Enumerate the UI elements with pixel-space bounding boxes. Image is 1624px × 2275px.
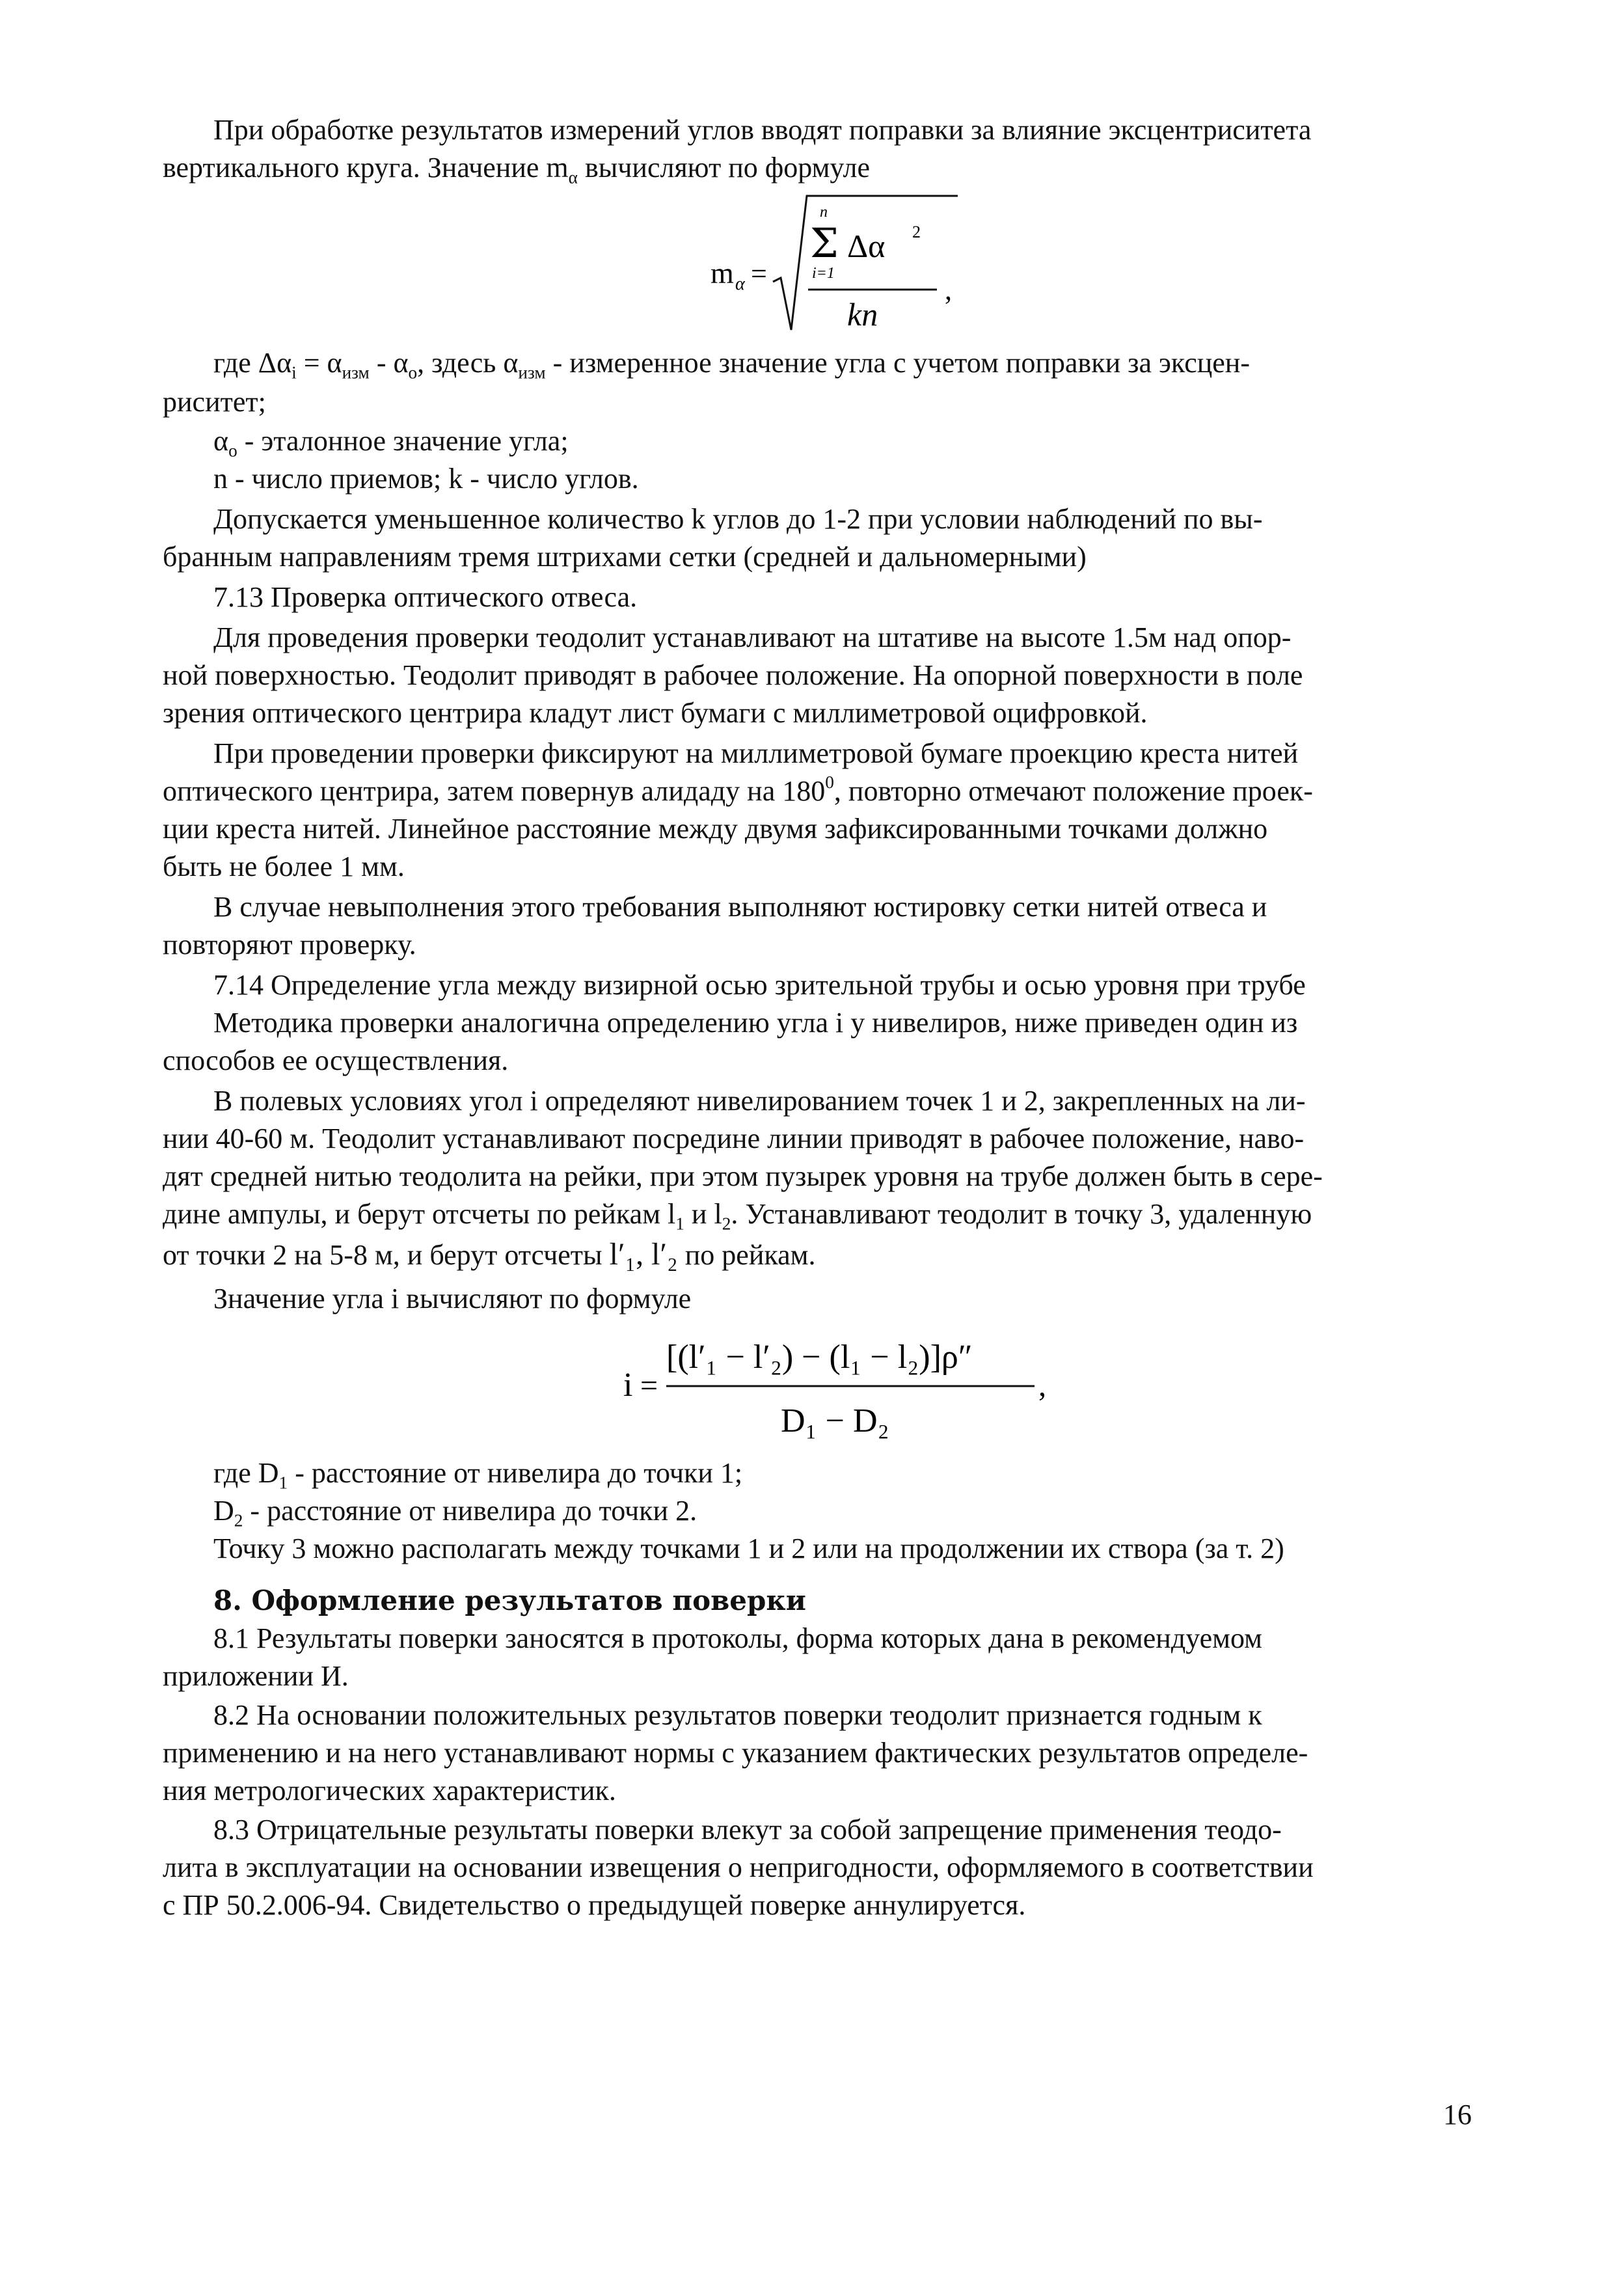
paragraph-line: 8.2 На основании положительных результатов поверки теодолит признается годным к [213,1699,1262,1731]
paragraph-line: При обработке результатов измерений углов вводят поправки за влияние эксцентриситета [213,114,1312,146]
paragraph-line: 8.3 Отрицательные результаты поверки влекут за собой запрещение применения теодо- [213,1814,1282,1846]
svg-text:2: 2 [912,223,921,241]
formula-m-alpha [703,192,963,338]
paragraph-line: повторяют проверку. [163,929,416,960]
svg-text:i: i [623,1367,633,1404]
svg-text:n: n [820,204,828,221]
paragraph-line: где $D_1$ - расстояние от нивелира до точки 1; [213,1457,743,1493]
paragraph-line: оптического центрира, затем повернув алидаду на $180^0$, повторно отмечают положение проек- [163,772,1313,807]
paragraph-line: Для проведения проверки теодолит устанавливают на штативе на высоте 1.5м над опор- [213,621,1292,653]
svg-text:m: m [710,256,734,290]
paragraph-line: ния метрологических характеристик. [163,1775,616,1806]
paragraph-line: Точку 3 можно располагать между точками 1 и 2 или на продолжении их створа (за т. 2) [213,1533,1284,1564]
paragraph-line: риситет; [163,386,266,418]
paragraph-line: зрения оптического центрира кладут лист бумаги с миллиметровой оцифровкой. [163,697,1148,729]
svg-text:=: = [751,258,767,290]
paragraph-line: нии 40-60 м. Теодолит устанавливают посредине линии приводят в рабочее положение, наво- [163,1123,1305,1154]
paragraph-line: дят средней нитью теодолита на рейки, при этом пузырек уровня на трубе должен быть в сере- [163,1160,1323,1192]
svg-text:D₁ − D₂: D₁ − D₂ [781,1402,889,1439]
paragraph-line: В полевых условиях угол i определяют нивелированием точек 1 и 2, закрепленных на ли- [213,1085,1306,1117]
paragraph-line: от точки 2 на 5-8 м, и берут отсчеты l′₁, l′₂ по рейкам. [163,1237,816,1272]
paragraph-line: Методика проверки аналогична определению угла i у нивелиров, ниже приведен один из [213,1007,1298,1039]
svg-text:Δα: Δα [847,228,886,264]
paragraph-line: При проведении проверки фиксируют на миллиметровой бумаге проекцию креста нитей [213,737,1299,769]
paragraph-line: ной поверхностью. Теодолит приводят в рабочее положение. На опорной поверхности в поле [163,659,1303,691]
paragraph-line: способов ее осуществления. [163,1044,509,1076]
svg-text:Σ: Σ [810,219,839,267]
section-heading: 7.13 Проверка оптического отвеса. [213,581,638,613]
paragraph-line: с ПР 50.2.006-94. Свидетельство о предыдущей поверке аннулируется. [163,1889,1026,1921]
paragraph-line: В случае невыполнения этого требования выполняют юстировку сетки нитей отвеса и [213,891,1267,923]
formula-angle-i [618,1321,1061,1451]
paragraph-line: $\alpha_o$ - эталонное значение угла; [213,425,569,461]
paragraph-line: ции креста нитей. Линейное расстояние между двумя зафиксированными точками должно [163,813,1268,845]
paragraph-line: Значение угла i вычисляют по формуле [213,1283,692,1315]
paragraph-line: где $\Delta\alpha_i = \alpha_{изм} - \alpha_o$, здесь $\alpha_{изм}$ - измеренное значение угла с учетом поправки за эксцен- [213,347,1250,383]
section-heading: 7.14 Определение угла между визирной осью зрительной трубы и осью уровня при трубе [213,969,1306,1001]
svg-text:=: = [640,1369,658,1403]
paragraph-line: вертикального круга. Значение $m_\alpha$ вычисляют по формуле [163,152,870,187]
paragraph-line: дине ампулы, и берут отсчеты по рейкам $l_1$ и $l_2$. Устанавливают теодолит в точку 3, удаленную [163,1198,1312,1234]
svg-text:i=1: i=1 [812,265,835,282]
paragraph-line: приложении И. [163,1660,349,1692]
paragraph-line: лита в эксплуатации на основании извещения о непригодности, оформляемого в соответствии [163,1851,1314,1883]
svg-text:,: , [945,274,952,306]
paragraph-line: n - число приемов; k - число углов. [213,463,639,495]
paragraph-line: 8.1 Результаты поверки заносятся в протоколы, форма которых дана в рекомендуемом [213,1622,1263,1654]
svg-text:,: , [1038,1369,1046,1403]
svg-text:kn: kn [847,296,878,333]
svg-text:α: α [735,274,745,294]
paragraph-line: Допускается уменьшенное количество k углов до 1-2 при условии наблюдений по вы- [213,503,1263,535]
svg-text:[(l′₁ − l′₂) − (l₁ − l₂)]ρ″: [(l′₁ − l′₂) − (l₁ − l₂)]ρ″ [666,1339,973,1376]
paragraph-line: быть не более 1 мм. [163,851,405,882]
page-number: 16 [1443,2099,1472,2131]
section-heading: 8. Оформление результатов поверки [213,1585,806,1616]
paragraph-line: $D_2$ - расстояние от нивелира до точки 2. [213,1495,697,1531]
paragraph-line: применению и на него устанавливают нормы с указанием фактических результатов определе- [163,1737,1308,1769]
paragraph-line: бранным направлениям тремя штрихами сетки (средней и дальномерными) [163,541,1087,573]
